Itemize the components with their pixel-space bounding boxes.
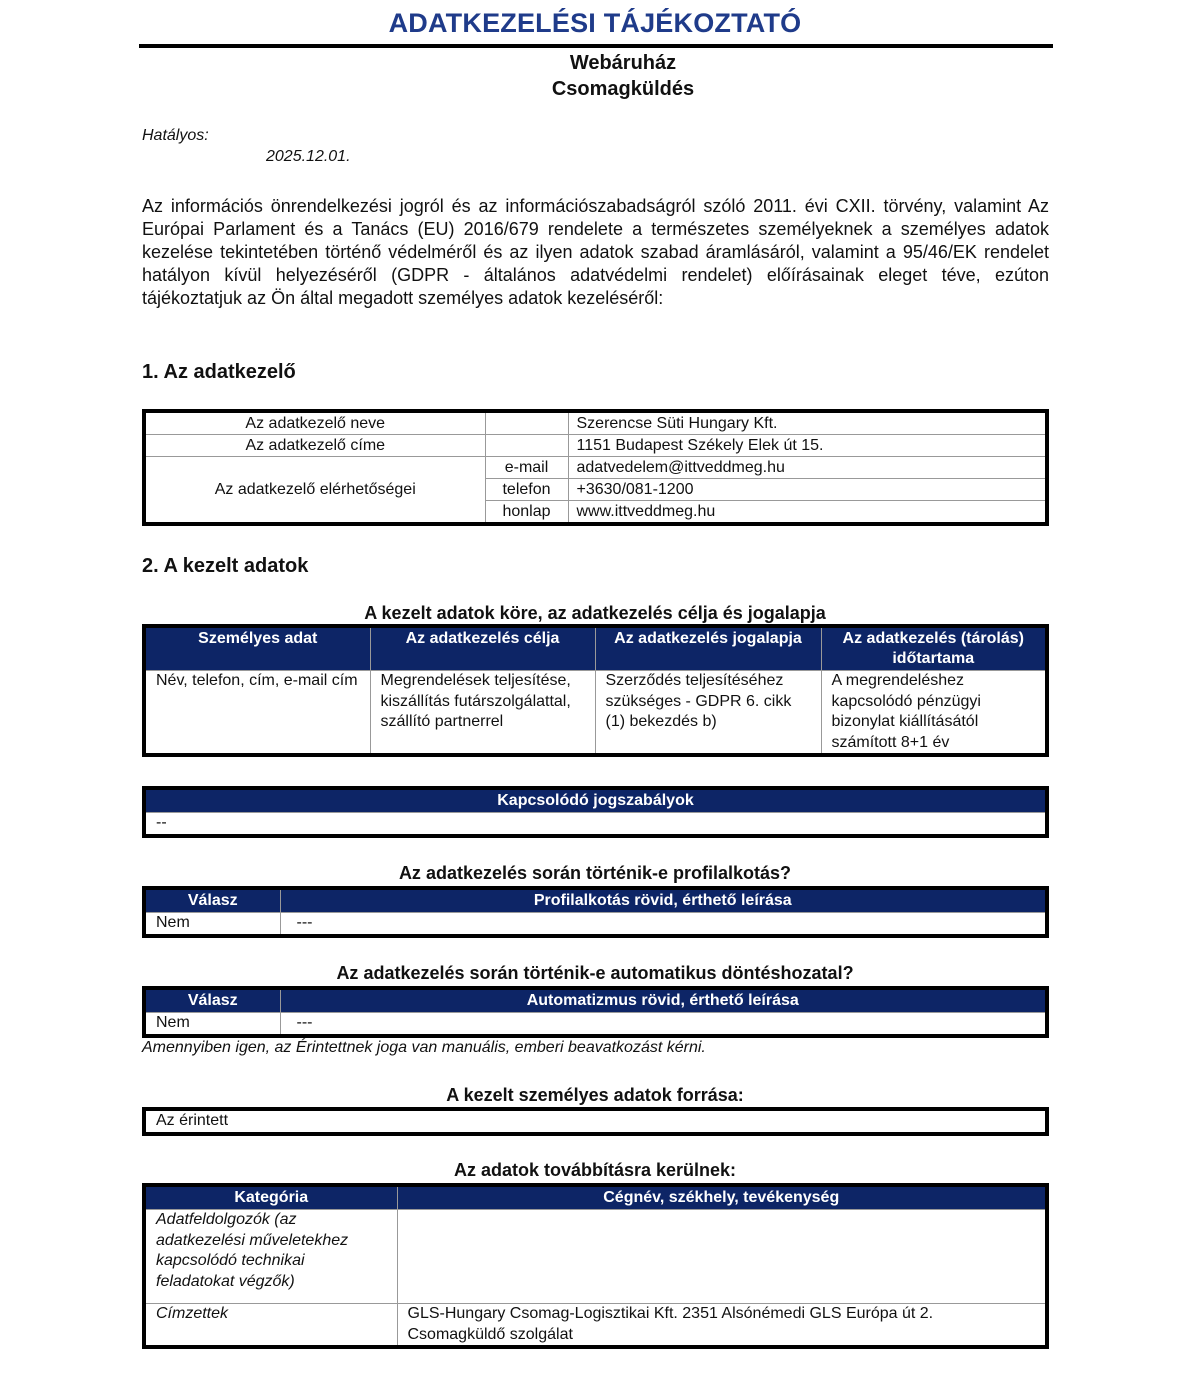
retention-cell: A megrendeléshez kapcsolódó pénzügyi bizonylat kiállításától számított 8+1 év bbox=[821, 671, 1047, 756]
profiling-description: --- bbox=[280, 913, 1047, 936]
document-subtitle-webshop: Webáruház bbox=[569, 52, 677, 74]
title-divider bbox=[139, 44, 1053, 48]
source-value: Az érintett bbox=[144, 1109, 1047, 1134]
transfer-category: Címzettek bbox=[144, 1304, 397, 1348]
controller-table bbox=[142, 409, 1049, 526]
table-row bbox=[144, 1109, 1047, 1134]
table-header-row bbox=[144, 626, 1047, 671]
table-row bbox=[144, 411, 1047, 435]
contact-phone[interactable]: +3630/081-1200 bbox=[568, 479, 1047, 501]
controller-address-label: Az adatkezelő címe bbox=[144, 435, 485, 457]
table-row bbox=[144, 457, 1047, 479]
table-header-row bbox=[144, 988, 1047, 1013]
scope-caption: A kezelt adatok köre, az adatkezelés célja és jogalapja bbox=[364, 603, 826, 623]
column-header: Az adatkezelés (tárolás) időtartama bbox=[821, 626, 1047, 671]
empty-cell bbox=[485, 411, 568, 435]
column-header: Cégnév, székhely, tevékenység bbox=[397, 1185, 1047, 1210]
document-title: ADATKEZELÉSI TÁJÉKOZTATÓ bbox=[388, 8, 802, 38]
table-header-row bbox=[144, 888, 1047, 913]
intro-paragraph: Az információs önrendelkezési jogról és az információszabadságról szóló 2011. évi CXII. törvény, valamint Az Európai Parlament és a Tanács (EU) 2016/679 rendelete a természetes személyeknek a személyes adatok kezelése tekintetében történő védelméről és az ilyen adatok szabad áramlásáról, valamint a 95/46/EK rendelet hatályon kívül helyezéséről (GDPR - általános adatvédelmi rendelet) előírásainak eleget téve, ezúton tájékoztatjuk az Ön által megadott személyes adatok kezeléséről: bbox=[142, 196, 1049, 308]
table-row bbox=[144, 1210, 1047, 1304]
contact-website[interactable]: www.ittveddmeg.hu bbox=[568, 501, 1047, 525]
contact-type-phone: telefon bbox=[485, 479, 568, 501]
controller-contacts-label: Az adatkezelő elérhetőségei bbox=[144, 457, 485, 525]
empty-cell bbox=[485, 435, 568, 457]
column-header: Az adatkezelés célja bbox=[370, 626, 595, 671]
table-header-row bbox=[144, 788, 1047, 813]
column-header: Az adatkezelés jogalapja bbox=[595, 626, 821, 671]
column-header: Kapcsolódó jogszabályok bbox=[144, 788, 1047, 813]
profiling-table bbox=[142, 886, 1049, 938]
contact-type-email: e-mail bbox=[485, 457, 568, 479]
controller-address-value: 1151 Budapest Székely Elek út 15. bbox=[568, 435, 1047, 457]
automated-answer: Nem bbox=[144, 1013, 280, 1036]
table-row bbox=[144, 913, 1047, 936]
profiling-caption: Az adatkezelés során történik-e profilalkotás? bbox=[398, 863, 792, 883]
transfer-table bbox=[142, 1183, 1049, 1349]
column-header: Kategória bbox=[144, 1185, 397, 1210]
source-table bbox=[142, 1107, 1049, 1136]
laws-value: -- bbox=[144, 813, 1047, 836]
table-header-row bbox=[144, 1185, 1047, 1210]
table-row bbox=[144, 813, 1047, 836]
transfer-category: Adatfeldolgozók (az adatkezelési műveletekhez kapcsolódó technikai feladatokat végzők) bbox=[144, 1210, 397, 1304]
contact-type-website: honlap bbox=[485, 501, 568, 525]
table-row bbox=[144, 1013, 1047, 1036]
column-header: Automatizmus rövid, érthető leírása bbox=[280, 988, 1047, 1013]
section1-heading: 1. Az adatkezelő bbox=[142, 361, 296, 383]
automated-caption: Az adatkezelés során történik-e automatikus döntéshozatal? bbox=[336, 963, 854, 983]
legal-basis-cell: Szerződés teljesítéséhez szükséges - GDPR 6. cikk (1) bekezdés b) bbox=[595, 671, 821, 756]
effective-date: 2025.12.01. bbox=[266, 148, 351, 165]
controller-name-value: Szerencse Süti Hungary Kft. bbox=[568, 411, 1047, 435]
purpose-cell: Megrendelések teljesítése, kiszállítás futárszolgálattal, szállító partnerrel bbox=[370, 671, 595, 756]
scope-table bbox=[142, 624, 1049, 757]
column-header: Válasz bbox=[144, 988, 280, 1013]
laws-table bbox=[142, 786, 1049, 838]
table-row bbox=[144, 435, 1047, 457]
controller-name-label: Az adatkezelő neve bbox=[144, 411, 485, 435]
automated-description: --- bbox=[280, 1013, 1047, 1036]
effective-label: Hatályos: bbox=[142, 127, 209, 144]
personal-data-cell: Név, telefon, cím, e-mail cím bbox=[144, 671, 370, 756]
table-row bbox=[144, 1304, 1047, 1348]
column-header: Személyes adat bbox=[144, 626, 370, 671]
transfer-details: GLS-Hungary Csomag-Logisztikai Kft. 2351 Alsónémedi GLS Európa út 2. Csomagküldő szolgálat bbox=[397, 1304, 1047, 1348]
document-subtitle-parcel: Csomagküldés bbox=[551, 78, 695, 100]
table-row bbox=[144, 671, 1047, 756]
automated-note: Amennyiben igen, az Érintettnek joga van manuális, emberi beavatkozást kérni. bbox=[142, 1039, 706, 1056]
contact-email[interactable]: adatvedelem@ittveddmeg.hu bbox=[568, 457, 1047, 479]
profiling-answer: Nem bbox=[144, 913, 280, 936]
transfer-caption: Az adatok továbbításra kerülnek: bbox=[453, 1160, 737, 1180]
column-header: Profilalkotás rövid, érthető leírása bbox=[280, 888, 1047, 913]
automated-table bbox=[142, 986, 1049, 1038]
section2-heading: 2. A kezelt adatok bbox=[142, 555, 309, 577]
column-header: Válasz bbox=[144, 888, 280, 913]
source-caption: A kezelt személyes adatok forrása: bbox=[446, 1085, 744, 1105]
transfer-details bbox=[397, 1210, 1047, 1304]
